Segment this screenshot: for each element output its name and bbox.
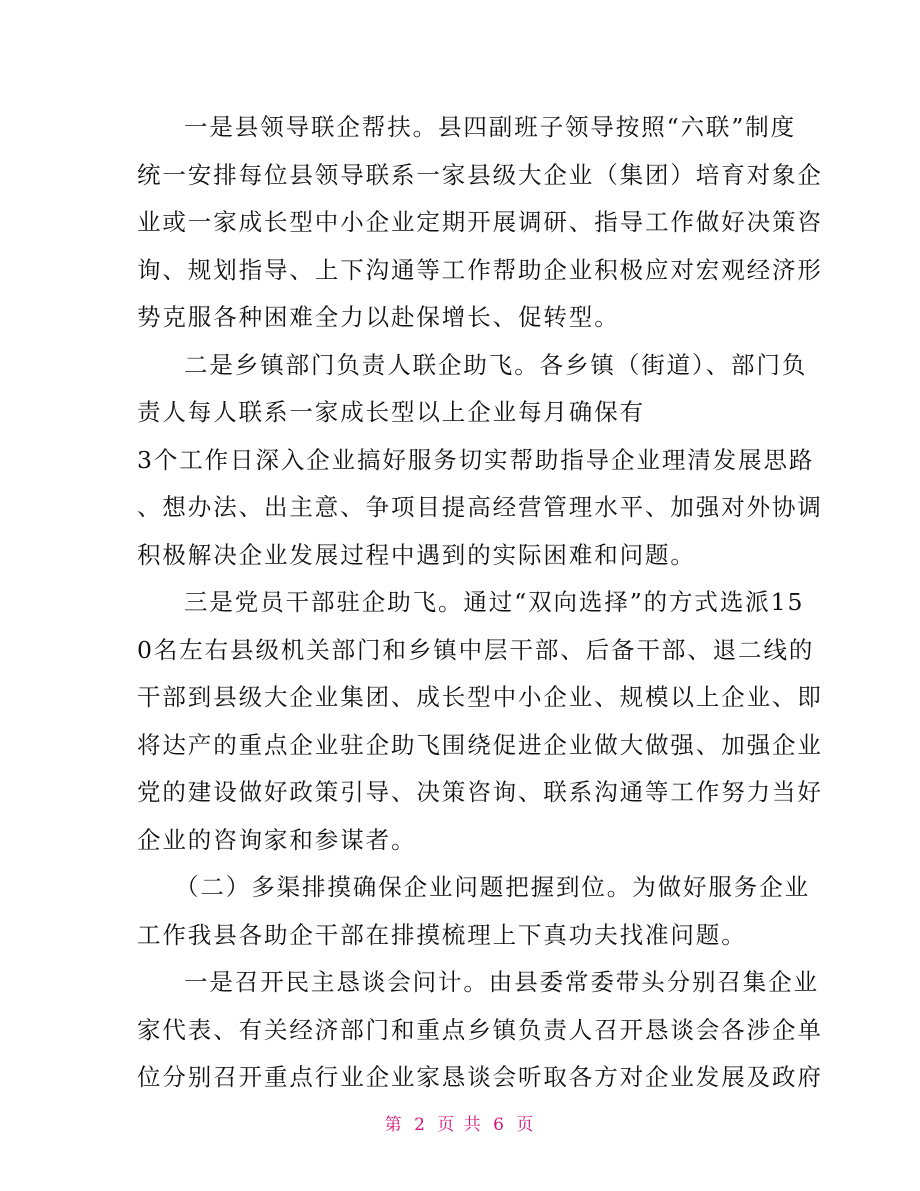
text-line: 、想办法、出主意、争项目提高经营管理水平、加强对外协调 — [137, 493, 823, 521]
text-line: 势克服各种困难全力以赴保增长、促转型。 — [137, 303, 620, 331]
text-line: 干部到县级大企业集团、成长型中小企业、规模以上企业、即 — [137, 683, 823, 711]
text-line: 统一安排每位县领导联系一家县级大企业（集团）培育对象企 — [137, 160, 823, 189]
footer-prefix: 第 — [384, 1115, 404, 1135]
footer-mid: 页 共 — [437, 1115, 483, 1135]
text-line: 二是乡镇部门负责人联企助飞。各乡镇（街道）、部门负 — [184, 350, 808, 379]
text-line: 工作我县各助企干部在排摸梳理上下真功夫找准问题。 — [137, 920, 747, 949]
text-line: 0名左右县级机关部门和乡镇中层干部、后备干部、退二线的 — [137, 635, 815, 664]
text-line: 责人每人联系一家成长型以上企业每月确保有 — [137, 398, 645, 426]
text-line: 三是党员干部驻企助飞。通过“双向选择”的方式选派15 — [184, 588, 805, 616]
text-line: 一是县领导联企帮扶。县四副班子领导按照“六联”制度 — [184, 113, 797, 141]
text-line: 3个工作日深入企业搞好服务切实帮助指导企业理清发展思路 — [137, 445, 815, 474]
text-line: 一是召开民主恳谈会问计。由县委常委带头分别召集企业 — [184, 968, 819, 996]
text-line: 积极解决企业发展过程中遇到的实际困难和问题。 — [137, 540, 696, 569]
text-line: 家代表、有关经济部门和重点乡镇负责人召开恳谈会各涉企单 — [137, 1015, 823, 1044]
page-footer — [0, 1110, 920, 1135]
footer-suffix: 页 — [516, 1115, 536, 1135]
text-line: 将达产的重点企业驻企助飞围绕促进企业做大做强、加强企业 — [137, 730, 823, 759]
text-line: 企业的咨询家和参谋者。 — [137, 825, 417, 854]
total-pages-number: 6 — [493, 1115, 506, 1135]
text-line: 党的建设做好政策引导、决策咨询、联系沟通等工作努力当好 — [137, 778, 823, 806]
body-text — [137, 104, 823, 1102]
text-line: 业或一家成长型中小企业定期开展调研、指导工作做好决策咨 — [137, 208, 823, 236]
text-line: 询、规划指导、上下沟通等工作帮助企业积极应对宏观经济形 — [137, 255, 823, 284]
text-line: （二）多渠排摸确保企业问题把握到位。为做好服务企业 — [175, 873, 810, 901]
current-page-number: 2 — [414, 1115, 427, 1135]
text-line: 位分别召开重点行业企业家恳谈会听取各方对企业发展及政府 — [137, 1063, 823, 1091]
